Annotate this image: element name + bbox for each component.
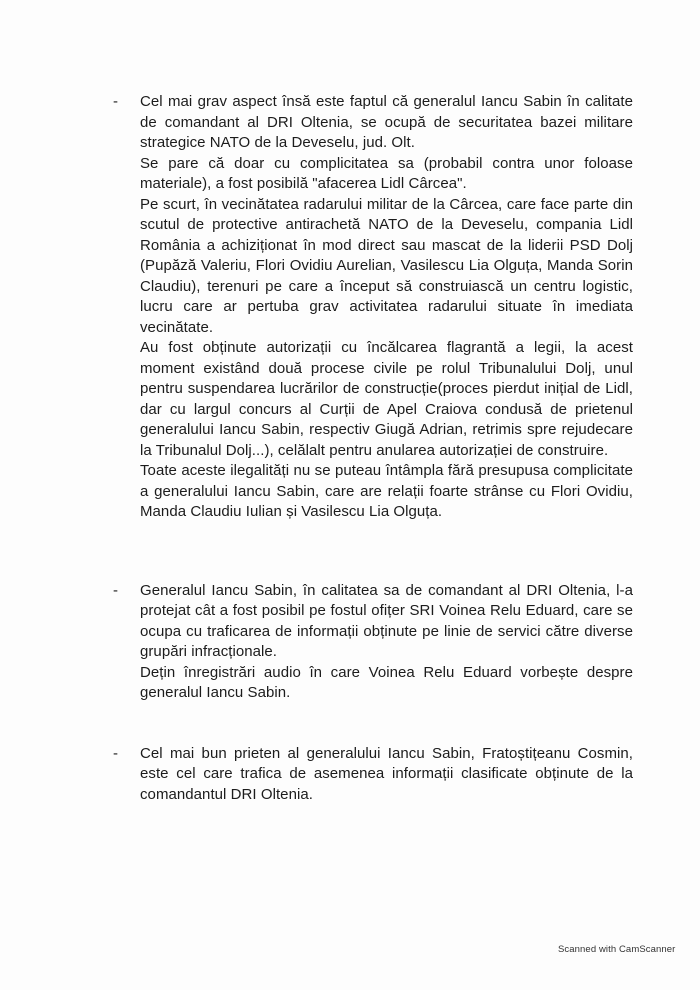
list-item <box>113 581 633 704</box>
bullet-list <box>113 92 633 805</box>
list-item <box>113 92 633 523</box>
paragraph: Se pare că doar cu complicitatea sa (probabil contra unor foloase materiale), a fost posibilă "afacerea Lidl Cârcea". <box>140 154 633 192</box>
bullet-dash: - <box>113 93 118 110</box>
paragraph: Cel mai bun prieten al generalului Iancu Sabin, Fratoștițeanu Cosmin, este cel care trafica de asemenea informații clasificate obținute de la comandantul DRI Oltenia. <box>140 744 633 803</box>
bullet-dash: - <box>113 744 118 762</box>
paragraph: Generalul Iancu Sabin, în calitatea sa de comandant al DRI Oltenia, l-a protejat cât a fost posibil pe fostul ofițer SRI Voinea Relu Eduard, care se ocupa cu traficarea de informații obținute pe linie de servici către diverse grupări infracționale. <box>140 581 633 660</box>
paragraph: Au fost obținute autorizații cu încălcarea flagrantă a legii, la acest moment existând două procese civile pe rolul Tribunalului Dolj, unul pentru suspendarea lucrărilor de construcție(proces pierdut inițial de Lidl, dar cu largul concurs al Curții de Apel Craiova condusă de prietenul generalului Iancu Sabin, respectiv Giugă Adrian, retrimis spre rejudecare la Tribunalul Dolj...), celălalt pentru anularea autorizației de construire. <box>140 339 633 459</box>
paragraph: Cel mai grav aspect însă este faptul că generalul Iancu Sabin în calitate de comandant al DRI Oltenia, se ocupă de securitatea bazei militare strategice NATO de la Deveselu, jud. Olt. <box>140 93 633 151</box>
paragraph: Pe scurt, în vecinătatea radarului militar de la Cârcea, care face parte din scutul de protective antirachetă NATO de la Deveselu, compania Lidl România a achiziționat în mod direct sau mascat de la liderii PSD Dolj (Pupăză Valeriu, Flori Ovidiu Aurelian, Vasilescu Lia Olguța, Manda Sorin Claudiu), terenuri pe care a început să construiască un centru logistic, lucru care ar pertuba grav activitatea radarului situate în imediata vecinătate. <box>140 195 633 336</box>
paragraph: Dețin înregistrări audio în care Voinea Relu Eduard vorbește despre generalul Iancu Sabin. <box>140 663 633 701</box>
paragraph: Toate aceste ilegalități nu se puteau întâmpla fără presupusa complicitate a generalului Iancu Sabin, care are relații foarte strânse cu Flori Ovidiu, Manda Claudiu Iulian și Vasilescu Lia Olguța. <box>140 462 633 520</box>
scan-watermark: Scanned with CamScanner <box>558 944 676 955</box>
bullet-dash: - <box>113 581 118 599</box>
list-item <box>113 744 633 806</box>
